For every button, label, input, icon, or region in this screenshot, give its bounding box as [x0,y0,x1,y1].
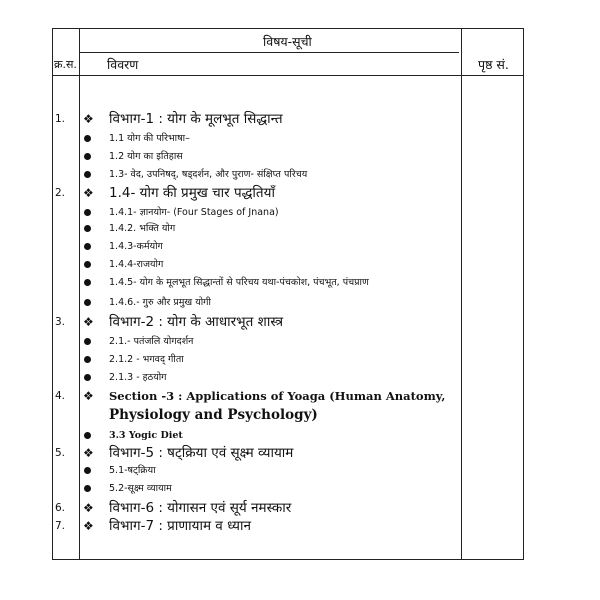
diamond-bullet-icon: ❖ [83,501,94,515]
item-text: 1.4.6.- गुरु और प्रमुख योगी [109,297,211,308]
list-item [53,499,525,517]
list-item [53,406,525,424]
dot-bullet-icon [84,299,91,306]
dot-bullet-icon [84,374,91,381]
list-item [53,110,525,128]
item-text: Physiology and Psychology) [109,407,318,423]
dot-bullet-icon [84,432,91,439]
item-text: Section -3 : Applications of Yoaga (Human Anatomy, [109,389,446,403]
item-text: 2.1.2 - भगवद् गीता [109,354,184,365]
dot-bullet-icon [84,279,91,286]
list-item [53,166,525,184]
diamond-bullet-icon: ❖ [83,446,94,460]
header-divider [53,75,523,76]
item-text: 2.1.- पतंजलि योगदर्शन [109,336,194,347]
item-text: विभाग-1 : योग के मूलभूत सिद्धान्त [109,111,283,127]
list-item [53,427,525,445]
dot-bullet-icon [84,356,91,363]
dot-bullet-icon [84,338,91,345]
item-text: 3.3 Yogic Diet [109,430,183,441]
list-item [53,238,525,256]
list-item [53,462,525,480]
item-number: 2. [55,187,66,199]
item-number: 3. [55,316,66,328]
item-text: 1.4.3-कर्मयोग [109,241,163,252]
item-number: 1. [55,113,66,125]
item-text: 1.4.1- ज्ञानयोग- (Four Stages of Jnana) [109,207,279,218]
list-item [53,256,525,274]
dot-bullet-icon [84,243,91,250]
diamond-bullet-icon: ❖ [83,519,94,533]
list-item [53,294,525,312]
dot-bullet-icon [84,171,91,178]
list-item [53,274,525,292]
list-item [53,369,525,387]
list-item [53,333,525,351]
list-item [53,220,525,238]
item-text: 1.4.2. भक्ति योग [109,223,176,234]
list-item [53,387,525,405]
list-item [53,313,525,331]
item-number: 6. [55,502,66,514]
list-item [53,148,525,166]
list-item [53,444,525,462]
list-item [53,517,525,535]
dot-bullet-icon [84,485,91,492]
item-text: 1.1 योग की परिभाषा– [109,133,190,144]
item-text: 2.1.3 - हठयोग [109,372,167,383]
dot-bullet-icon [84,261,91,268]
contents-title: विषय-सूची [263,34,312,49]
item-text: 5.2-सूक्ष्म व्यायाम [109,483,172,494]
dot-bullet-icon [84,153,91,160]
item-text: 1.3- वेद, उपनिषद्, षड्दर्शन, और पुराण- संक्षिप्त परिचय [109,169,308,180]
dot-bullet-icon [84,467,91,474]
list-item [53,480,525,498]
column-header-description: विवरण [107,57,139,72]
column-header-page: पृष्ठ सं. [478,57,509,72]
item-text: विभाग-5 : षट्क्रिया एवं सूक्ष्म व्यायाम [109,445,294,461]
item-text: विभाग-2 : योग के आधारभूत शास्त्र [109,314,284,330]
dot-bullet-icon [84,135,91,142]
item-text: 1.2 योग का इतिहास [109,151,183,162]
item-text: 1.4.5- योग के मूलभूत सिद्धान्तों से परिचय यथा-पंचकोश, पंचभूत, पंचप्राण [109,277,369,288]
item-text: 1.4.4-राजयोग [109,259,164,270]
item-text: 1.4- योग की प्रमुख चार पद्धतियाँ [109,185,275,201]
item-number: 7. [55,520,66,532]
item-text: 5.1-षट्क्रिया [109,465,156,476]
title-divider [79,52,459,53]
item-text: विभाग-6 : योगासन एवं सूर्य नमस्कार [109,500,292,516]
table-of-contents [52,28,524,560]
dot-bullet-icon [84,209,91,216]
diamond-bullet-icon: ❖ [83,389,94,403]
diamond-bullet-icon: ❖ [83,186,94,200]
column-header-sno: क्र.स. [54,58,77,71]
diamond-bullet-icon: ❖ [83,112,94,126]
list-item [53,130,525,148]
item-number: 5. [55,447,66,459]
diamond-bullet-icon: ❖ [83,315,94,329]
dot-bullet-icon [84,225,91,232]
list-item [53,351,525,369]
item-number: 4. [55,390,66,402]
item-text: विभाग-7 : प्राणायाम व ध्यान [109,518,251,534]
list-item [53,184,525,202]
